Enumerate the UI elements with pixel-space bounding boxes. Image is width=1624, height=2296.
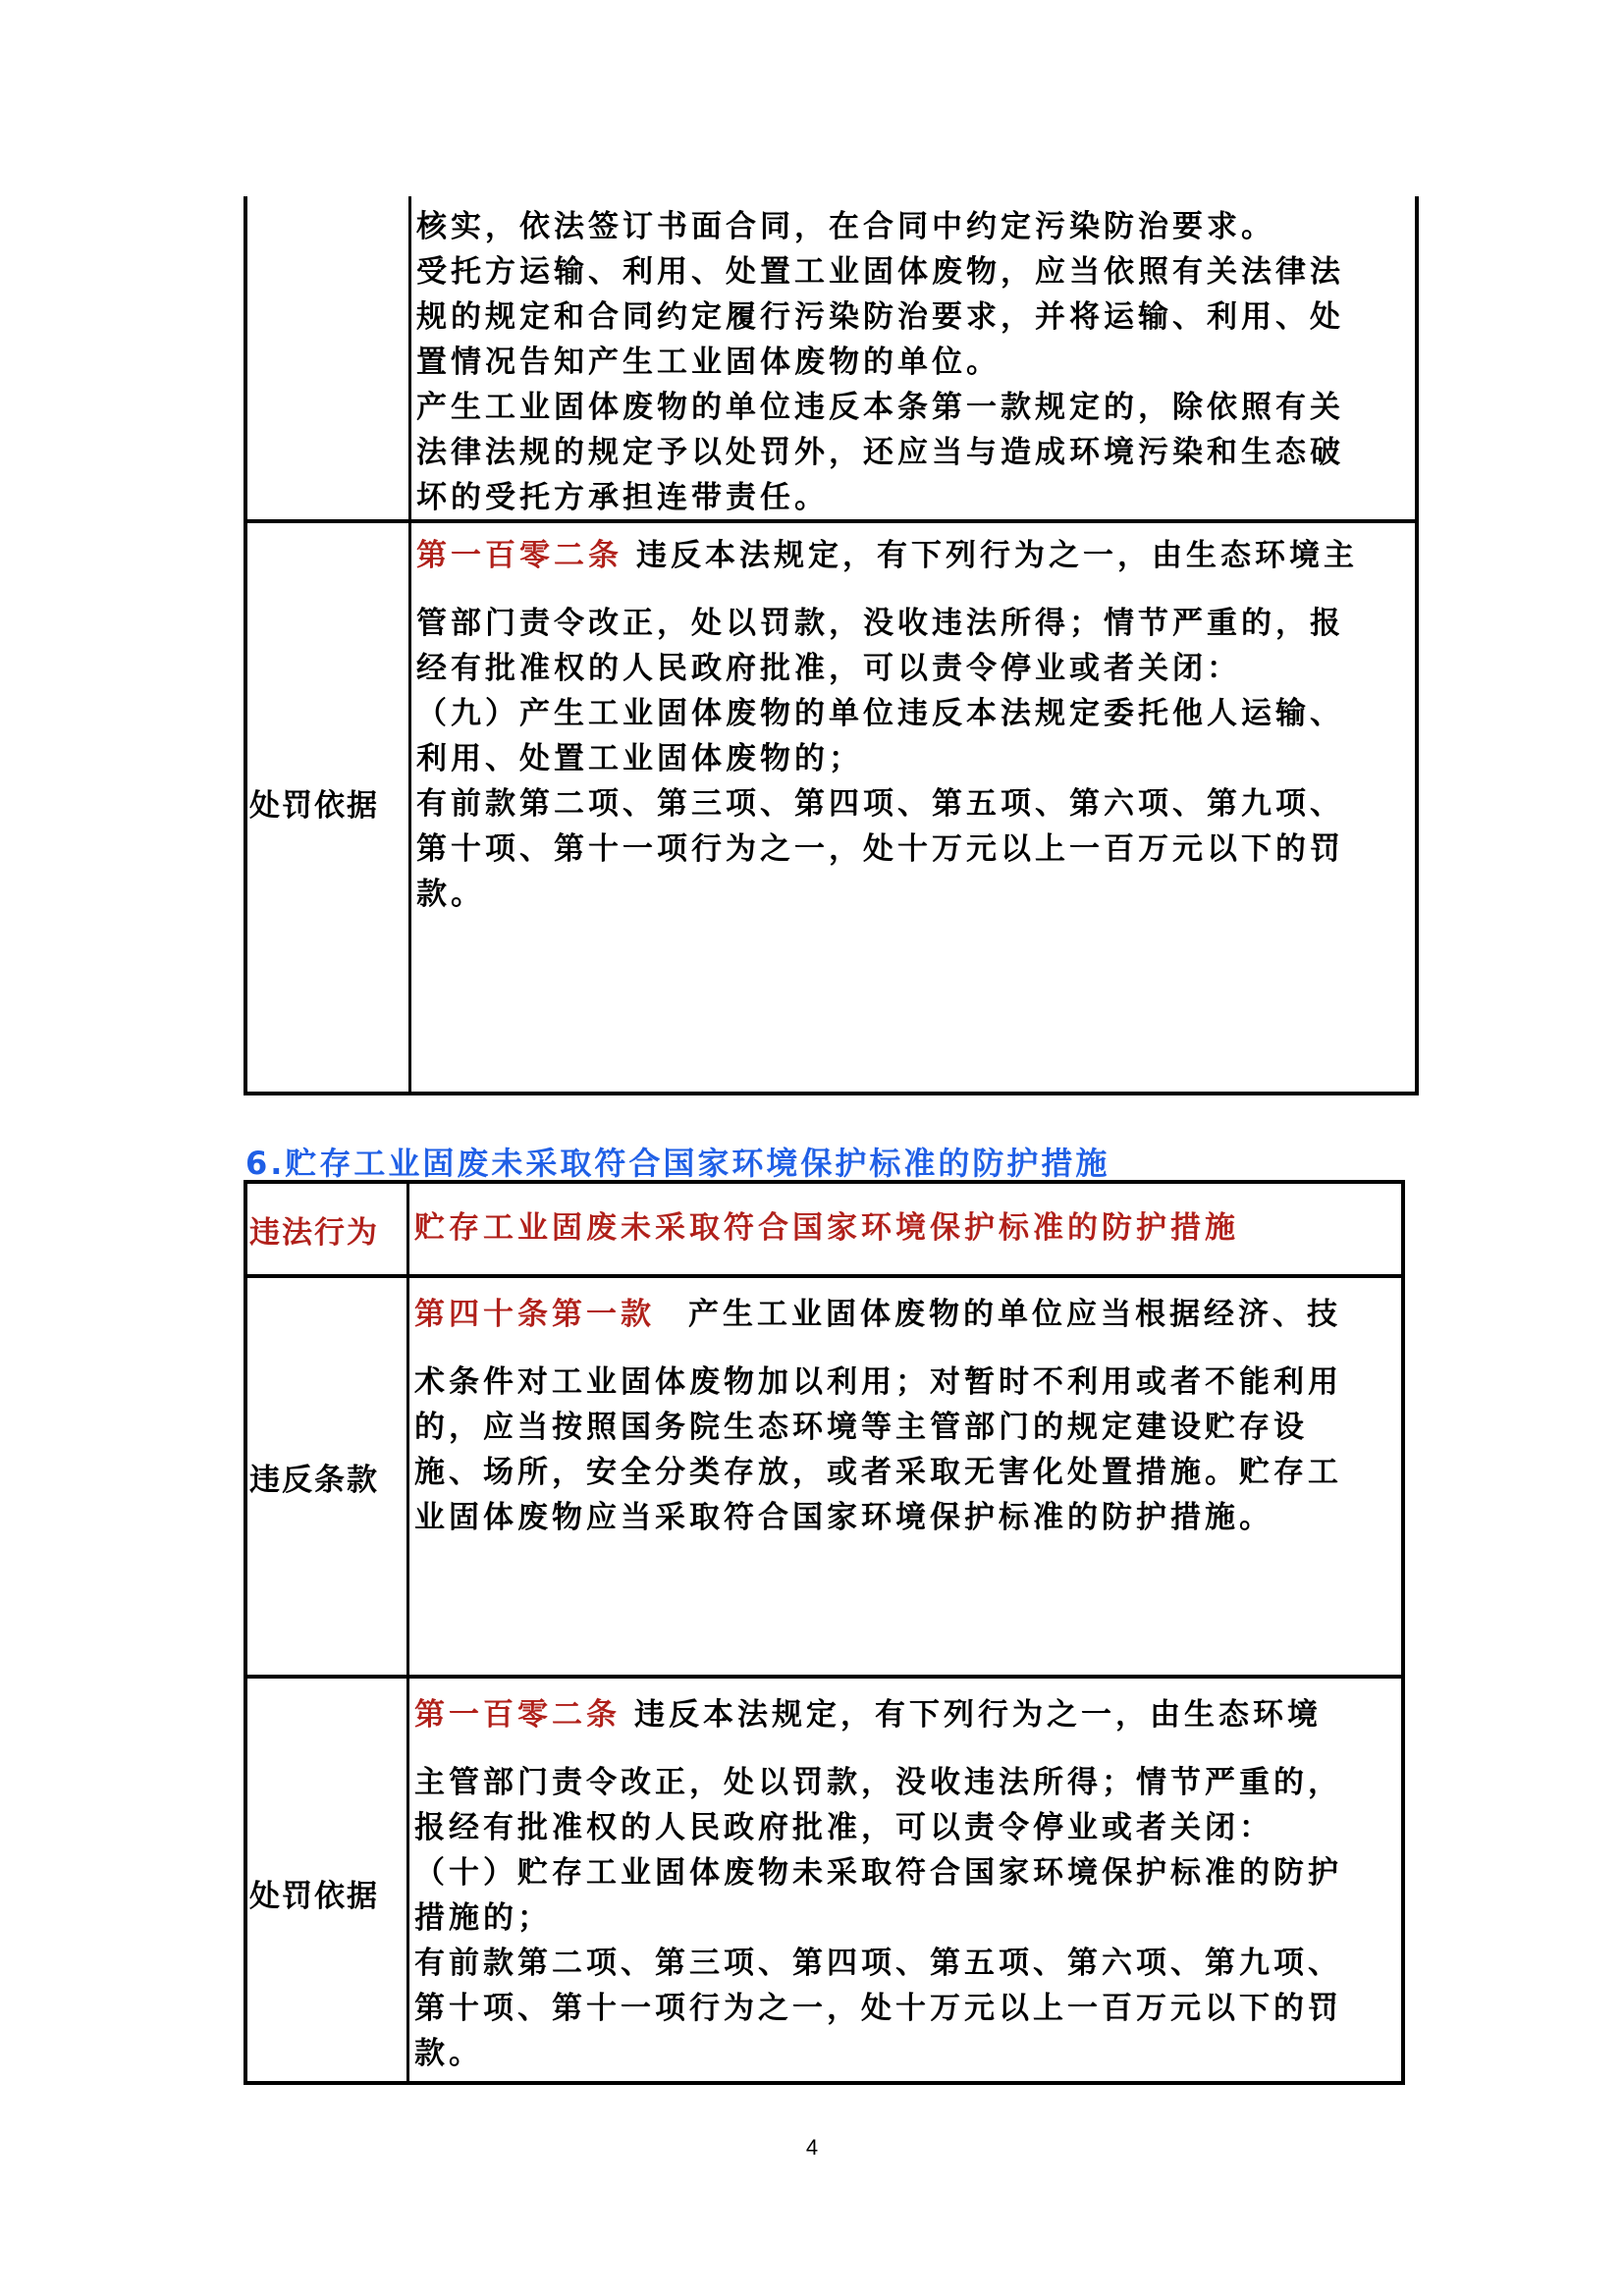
text-line: 施、场所，安全分类存放，或者采取无害化处置措施。贮存工 bbox=[414, 1455, 1342, 1490]
article-first-line: 违反本法规定，有下列行为之一，由生态环境 bbox=[634, 1697, 1322, 1733]
table-section-6 bbox=[244, 1180, 1405, 2085]
text-line: 措施的； bbox=[414, 1900, 552, 1936]
row-label-penalty-basis: 处罚依据 bbox=[249, 1879, 379, 1914]
text-line: 利用、处置工业固体废物的； bbox=[416, 741, 863, 776]
article-number: 第一百零二条 bbox=[416, 538, 623, 573]
text-line: 有前款第二项、第三项、第四项、第五项、第六项、第九项、 bbox=[416, 786, 1344, 822]
text-line: 置情况告知产生工业固体废物的单位。 bbox=[416, 345, 1001, 380]
violation-value: 贮存工业固废未采取符合国家环境保护标准的防护措施 bbox=[414, 1210, 1239, 1246]
continued-content-text bbox=[416, 204, 1344, 520]
row-label-violated-clause: 违反条款 bbox=[249, 1463, 379, 1498]
section-heading: 6.贮存工业固废未采取符合国家环境保护标准的防护措施 bbox=[245, 1145, 1110, 1182]
table-row-continued-content bbox=[247, 196, 1415, 521]
text-line: 法律法规的规定予以处罚外，还应当与造成环境污染和生态破 bbox=[416, 435, 1344, 470]
text-line: 款。 bbox=[414, 2036, 483, 2071]
article-number: 第一百零二条 bbox=[414, 1697, 621, 1733]
text-line: （十）贮存工业固体废物未采取符合国家环境保护标准的防护 bbox=[414, 1855, 1342, 1891]
article-line bbox=[414, 1692, 1342, 1737]
text-line: 坏的受托方承担连带责任。 bbox=[416, 480, 829, 515]
article-first-line: 产生工业固体废物的单位应当根据经济、技 bbox=[688, 1297, 1341, 1332]
text-line: 规的规定和合同约定履行污染防治要求，并将运输、利用、处 bbox=[416, 299, 1344, 335]
article-number: 第四十条第一款 bbox=[414, 1297, 655, 1332]
text-line: （九）产生工业固体废物的单位违反本法规定委托他人运输、 bbox=[416, 696, 1344, 731]
table-row-penalty-basis bbox=[247, 519, 1415, 1092]
text-line: 经有批准权的人民政府批准，可以责令停业或者关闭： bbox=[416, 651, 1241, 686]
text-line: 有前款第二项、第三项、第四项、第五项、第六项、第九项、 bbox=[414, 1946, 1342, 1981]
table-row-violation bbox=[247, 1184, 1401, 1274]
table-row-penalty-basis bbox=[247, 1675, 1401, 2081]
article-line bbox=[414, 1292, 1342, 1337]
table-continued bbox=[244, 196, 1419, 1095]
article-line bbox=[416, 533, 1358, 578]
article-first-line: 违反本法规定，有下列行为之一，由生态环境主 bbox=[636, 538, 1358, 573]
penalty-basis-text bbox=[416, 533, 1358, 917]
row-label-penalty-basis: 处罚依据 bbox=[249, 788, 379, 824]
text-line: 受托方运输、利用、处置工业固体废物，应当依照有关法律法 bbox=[416, 254, 1344, 290]
text-line: 管部门责令改正，处以罚款，没收违法所得；情节严重的，报 bbox=[416, 606, 1344, 641]
text-line: 产生工业固体废物的单位违反本条第一款规定的，除依照有关 bbox=[416, 390, 1344, 425]
text-line: 业固体废物应当采取符合国家环境保护标准的防护措施。 bbox=[414, 1500, 1273, 1535]
text-line: 第十项、第十一项行为之一，处十万元以上一百万元以下的罚 bbox=[416, 831, 1344, 867]
text-line: 款。 bbox=[416, 877, 485, 912]
penalty-basis-text bbox=[414, 1692, 1342, 2076]
text-line: 主管部门责令改正，处以罚款，没收违法所得；情节严重的， bbox=[414, 1765, 1342, 1800]
row-label-violation: 违法行为 bbox=[249, 1215, 379, 1251]
violated-clause-text bbox=[414, 1292, 1342, 1540]
text-line: 术条件对工业固体废物加以利用；对暂时不利用或者不能利用 bbox=[414, 1364, 1342, 1400]
text-line: 的，应当按照国务院生态环境等主管部门的规定建设贮存设 bbox=[414, 1410, 1308, 1445]
text-line: 第十项、第十一项行为之一，处十万元以上一百万元以下的罚 bbox=[414, 1991, 1342, 2026]
table-row-violated-clause bbox=[247, 1274, 1401, 1675]
text-line: 核实，依法签订书面合同，在合同中约定污染防治要求。 bbox=[416, 209, 1275, 244]
text-line: 报经有批准权的人民政府批准，可以责令停业或者关闭： bbox=[414, 1810, 1273, 1845]
page-number: 4 bbox=[805, 2135, 819, 2160]
